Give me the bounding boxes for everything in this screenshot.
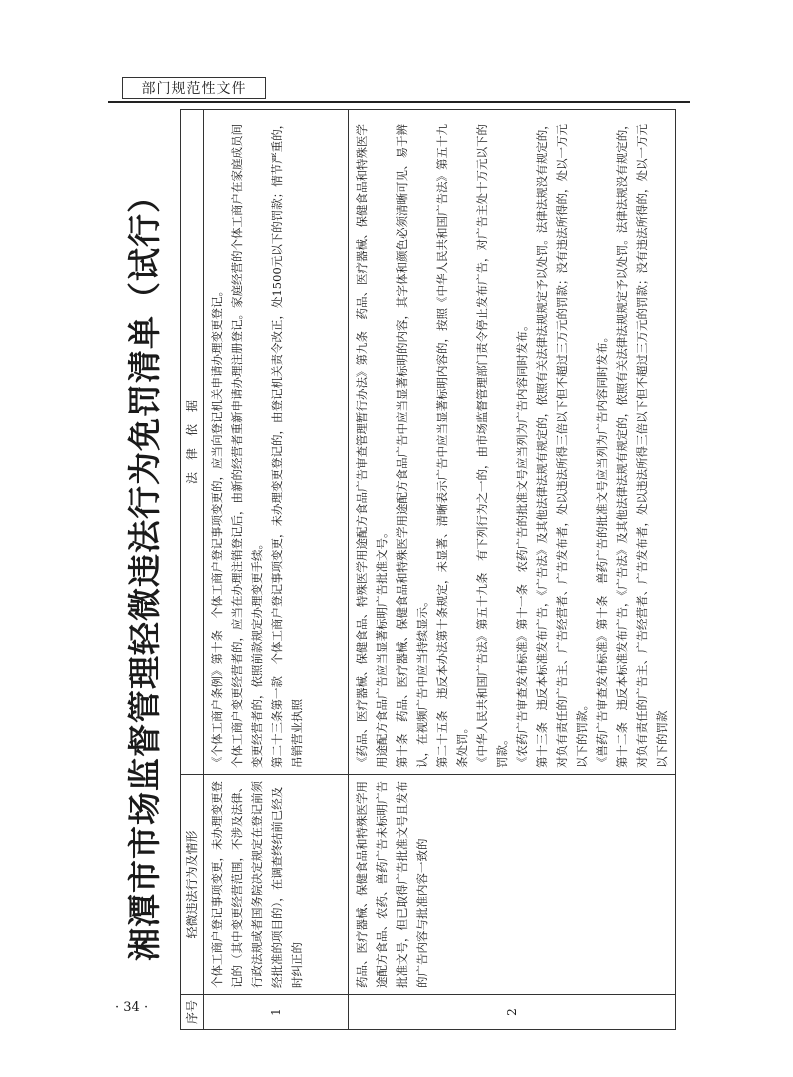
- column-header-legal-basis: 法 律 依 据: [181, 110, 204, 775]
- table-header-row: [181, 110, 204, 1030]
- row-number: 2: [349, 995, 676, 1030]
- document-title: 湘潭市市场监督管理轻微违法行为免罚清单（试行）: [125, 179, 164, 961]
- basis-paragraph: 《农药广告审查发布标准》第十一条 农药广告的批准文号应当列为广告内容同时发布。: [515, 319, 529, 768]
- row-number: 1: [204, 995, 349, 1030]
- table-row: [204, 110, 349, 1030]
- rotated-page-content: [115, 110, 675, 1030]
- basis-paragraph: 第十二条 违反本标准发布广告，《广告法》及其他法律法规有规定的，依照有关法律法规规定予以处罚。法律法规没有规定的，对负有责任的广告主、广告经营者、广告发布者，处以违法所得三倍以下但不超过三万元的罚款；没有违法所得的，处以一万元以下的罚款: [615, 118, 669, 768]
- column-header-number: 序号: [181, 995, 204, 1030]
- page-number: · 34 ·: [115, 1000, 149, 1015]
- basis-paragraph: 第十三条 违反本标准发布广告，《广告法》及其他法律法规有规定的，依照有关法律法规规定予以处罚。法律法规没有规定的，对负有责任的广告主、广告经营者、广告发布者，处以违法所得三倍以下但不超过三万元的罚款；没有违法所得的，处以一万元以下的罚款。: [535, 118, 589, 768]
- penalty-exemption-table: [180, 109, 676, 1030]
- section-label: 部门规范性文件: [122, 77, 266, 99]
- basis-paragraph: 《中华人民共和国广告法》第五十九条 有下列行为之一的，由市场监督管理部门责令停止发布广告，对广告主处十万元以下的罚款。: [475, 124, 509, 768]
- header-rule: [108, 101, 690, 103]
- row-legal-basis: [349, 110, 676, 775]
- row-situation: 药品、医疗器械、保健食品和特殊医学用途配方食品、农药、兽药广告未标明广告批准文号，但已取得广告批准文号且发布的广告内容与批准内容一致的: [349, 775, 676, 995]
- column-header-situation: 轻微违法行为及情形: [181, 775, 204, 995]
- row-legal-basis: [204, 110, 349, 775]
- basis-paragraph: 《兽药广告审查发布标准》第十条 兽药广告的批准文号应当列为广告内容同时发布。: [595, 331, 609, 768]
- basis-paragraph: 《药品、医疗器械、保健食品、特殊医学用途配方食品广告审查管理暂行办法》第九条 药品、医疗器械、保健食品和特殊医学用途配方食品广告应当显著标明广告批准文号。: [355, 124, 389, 768]
- basis-paragraph: 第二十三条第一款 个体工商户登记事项变更，未办理变更登记的，由登记机关责令改正，处1500元以下的罚款；情节严重的，吊销营业执照: [270, 117, 304, 768]
- basis-paragraph: 第二十五条 违反本办法第十条规定，未显著、清晰表示广告中应当显著标明内容的，按照《中华人民共和国广告法》第五十九条处罚。: [435, 124, 469, 768]
- basis-paragraph: 第十条 药品、医疗器械、保健食品和特殊医学用途配方食品广告中应当显著标明的内容，其字体和颜色必须清晰可见、易于辨认，在视频广告中应当持续显示。: [395, 124, 429, 768]
- table-row: [349, 110, 676, 1030]
- row-situation: 个体工商户登记事项变更，未办理变更登记的（其中变更经营范围，不涉及法律、行政法规或者国务院决定规定在登记前须经批准的项目的），在调查终结前已经及时纠正的: [204, 775, 349, 995]
- basis-paragraph: 个体工商户变更经营者的，应当在办理注销登记后，由新的经营者重新申请办理注册登记。家庭经营的个体工商户在家庭成员间变更经营者的，依照前款规定办理变更手续。: [230, 124, 264, 768]
- basis-paragraph: 《个体工商户条例》第十条 个体工商户登记事项变更的，应当向登记机关申请办理变更登记。: [210, 285, 224, 768]
